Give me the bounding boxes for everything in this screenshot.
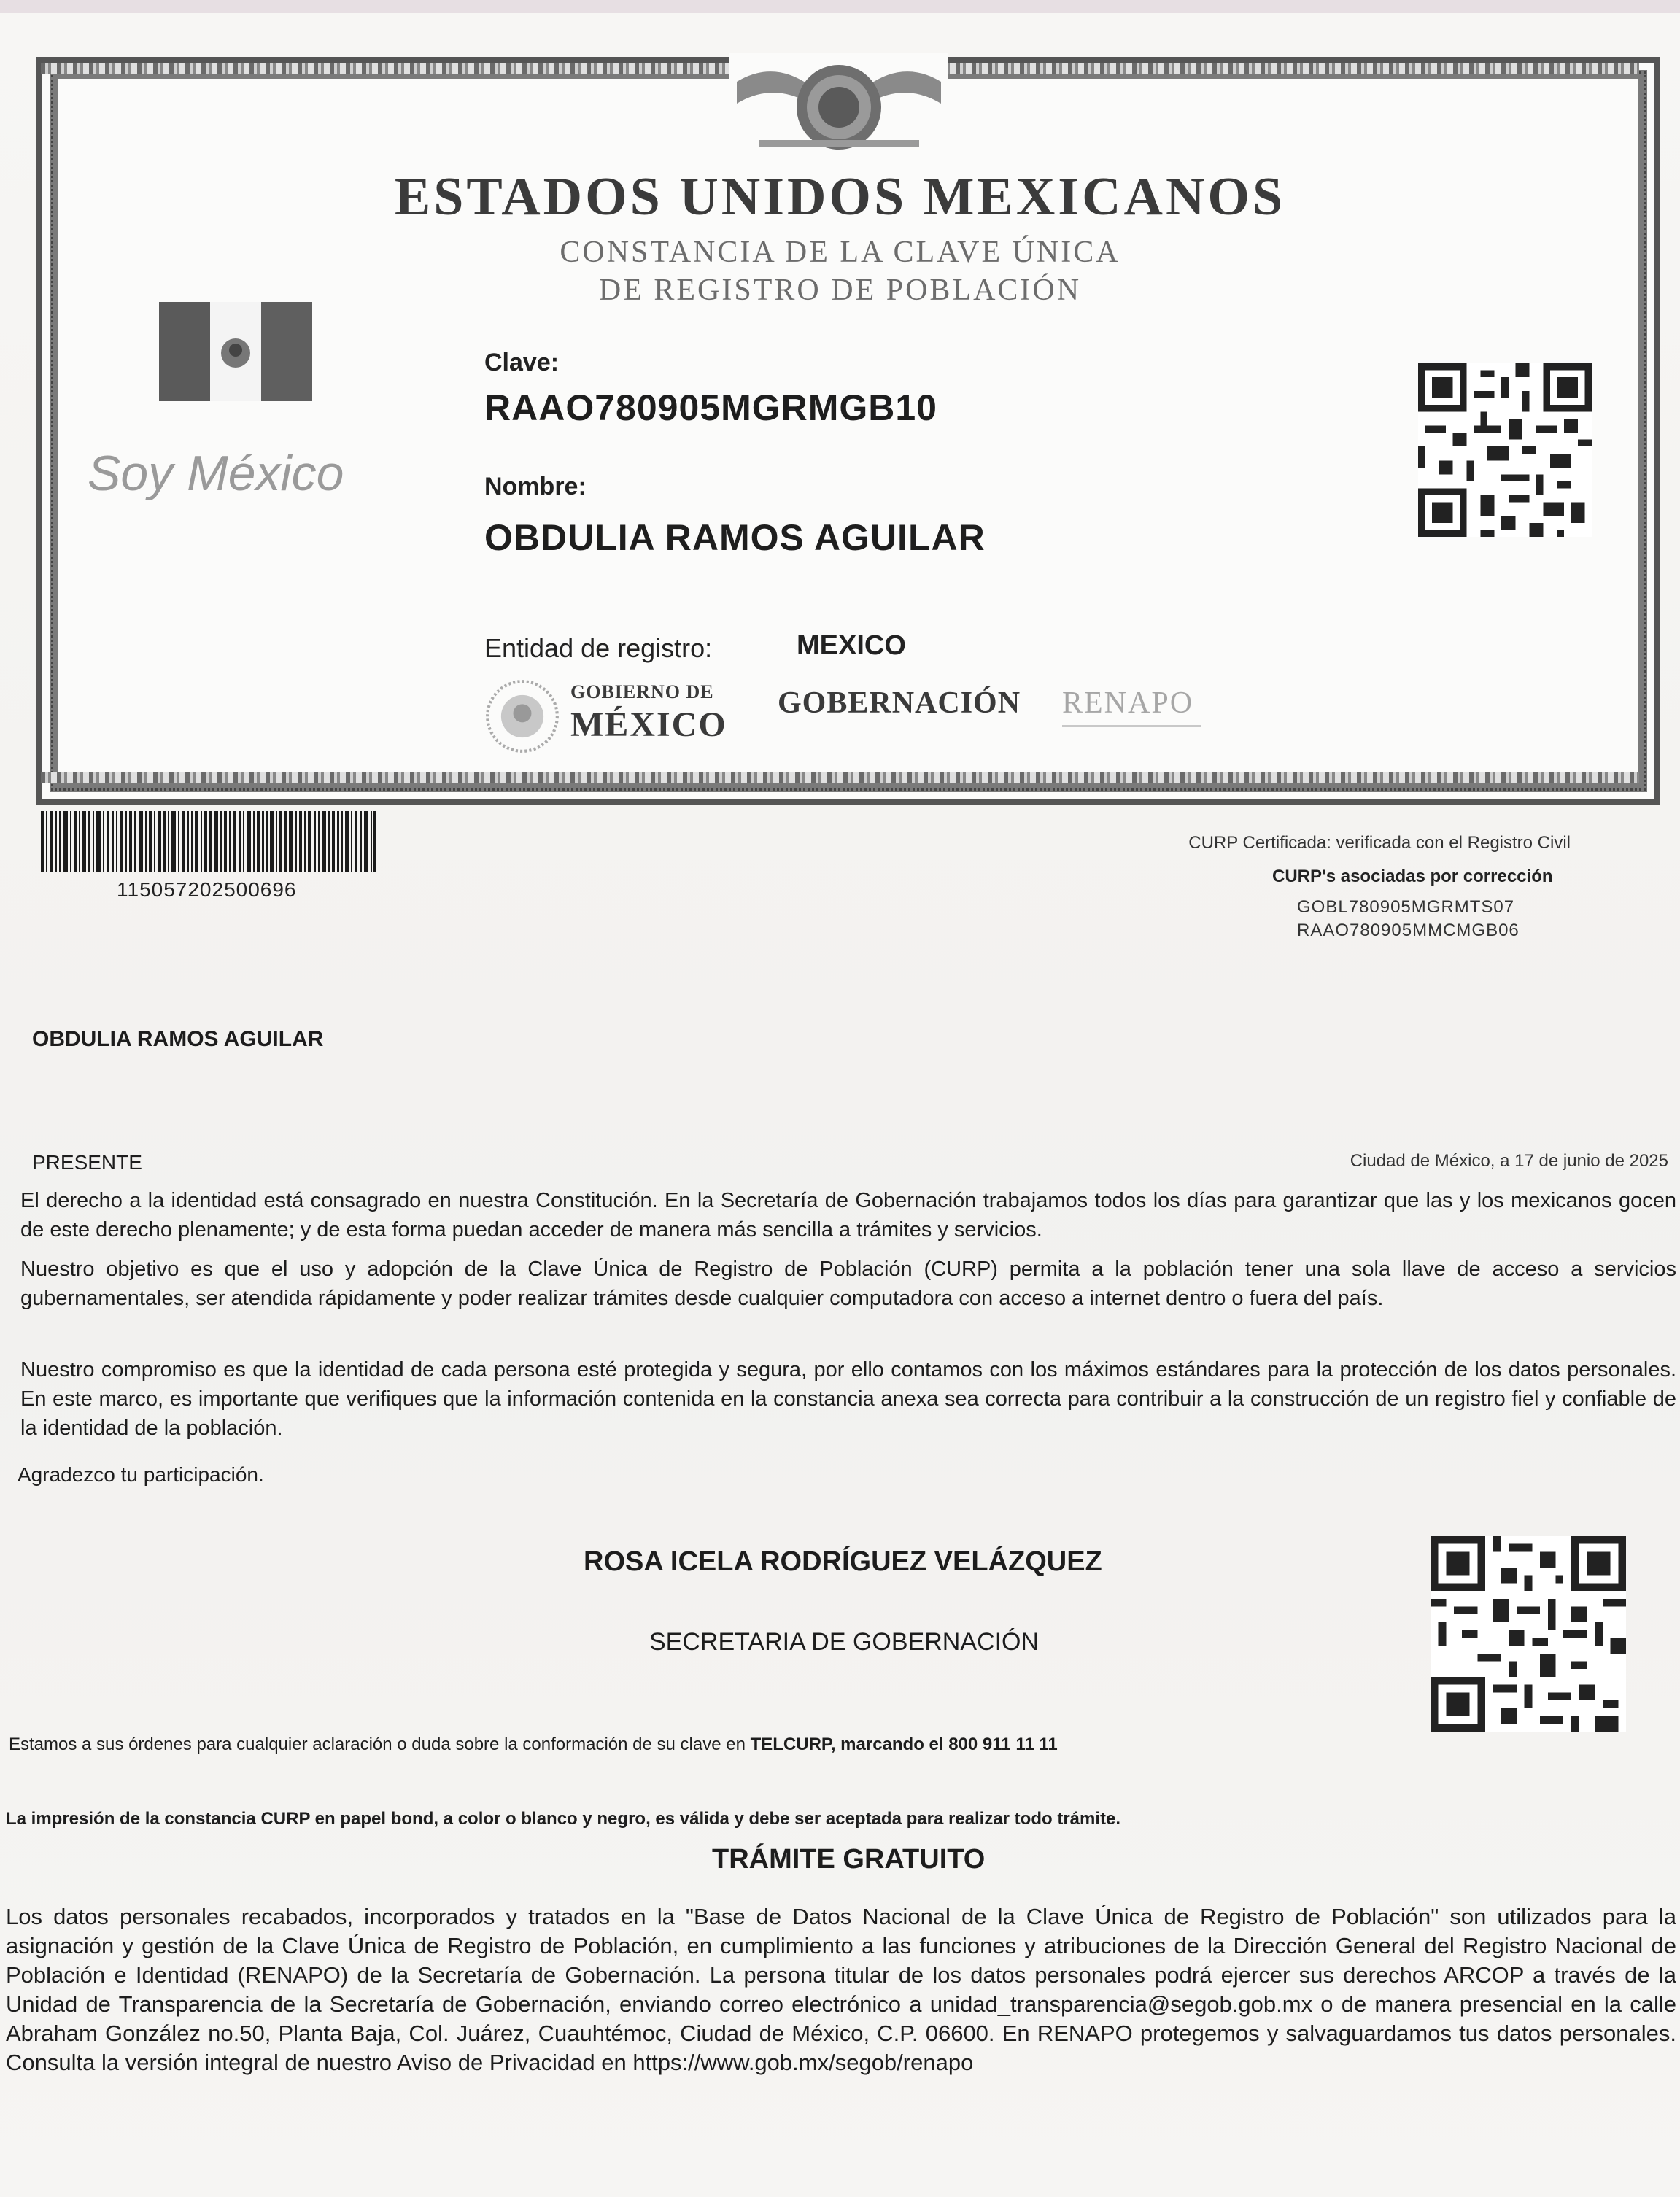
clave-label: Clave:	[484, 349, 560, 376]
gobierno-seal-icon	[484, 678, 560, 754]
certificate-subtitle-line2: DE REGISTRO DE POBLACIÓN	[598, 274, 1082, 307]
barcode-icon	[41, 811, 376, 872]
gobierno-logo-line1: GOBIERNO DE	[570, 681, 714, 702]
gobierno-de-mexico-logo	[570, 681, 727, 745]
letter-paragraph-2: Nuestro objetivo es que el uso y adopción de la Clave Única de Registro de Población (CURP) permita a la población tener una sola llave de acceso a servicios gubernamentales, ser atendida rápidamente y poder realizar trámites desde cualquier computadora con acceso a internet dentro o fuera del país.	[20, 1258, 1676, 1310]
entidad-label: Entidad de registro:	[484, 633, 713, 663]
renapo-underline	[1062, 725, 1201, 727]
renapo-logo: RENAPO	[1062, 686, 1194, 720]
country-title: ESTADOS UNIDOS MEXICANOS	[394, 167, 1286, 227]
certified-text: CURP Certificada: verificada con el Registro Civil	[1188, 833, 1571, 853]
letter-paragraph-3: Nuestro compromiso es que la identidad de cada persona esté protegida y segura, por ello contamos con los máximos estándares para la protección de los datos personales. En este marco, es importante que verifiques que la información contenida en la constancia anexa sea correcta para contribuir a la construcción de un registro fiel y confiable de la identidad de la población.	[20, 1358, 1676, 1440]
gobierno-logo-line2: MÉXICO	[570, 705, 727, 744]
clave-value: RAAO780905MGRMGB10	[484, 387, 937, 428]
nombre-value: OBDULIA RAMOS AGUILAR	[484, 517, 986, 558]
signer-name: ROSA ICELA RODRÍGUEZ VELÁZQUEZ	[584, 1546, 1102, 1577]
letter-paragraph-1: El derecho a la identidad está consagrado en nuestra Constitución. En la Secretaría de Gobernación trabajamos todos los días para garantizar que las y los mexicanos gocen de este derecho plenamente; y de esta forma puedan acceder de manera más sencilla a trámites y servicios.	[20, 1189, 1676, 1241]
letter-addressee: OBDULIA RAMOS AGUILAR	[32, 1027, 324, 1051]
mexican-flag-icon	[159, 302, 312, 401]
entidad-value: MEXICO	[797, 630, 906, 661]
gobernacion-logo: GOBERNACIÓN	[778, 686, 1021, 720]
frame-border-bottom	[41, 772, 1639, 783]
associated-curps-title: CURP's asociadas por corrección	[1272, 867, 1553, 886]
privacy-notice: Los datos personales recabados, incorporados y tratados en la "Base de Datos Nacional de la Clave Única de Registro de Población" son utilizados para la asignación y gestión de la Clave Única de Registro de Población, en cumplimiento a las funciones y atribuciones de la Dirección General del Registro Nacional de Población e Identidad (RENAPO) de la Secretaría de Gobernación. La persona titular de los datos personales podrá ejercer sus derechos ARCOP a través de la Unidad de Transparencia de la Secretaría de Gobernación, enviando correo electrónico a unidad_transparencia@segob.gob.mx o de manera presencial en la calle Abraham González no.50, Planta Baja, Col. Juárez, Cuauhtémoc, Ciudad de México, C.P. 06600. En RENAPO protegemos y salvaguardamos tus datos personales. Consulta la versión integral de nuestro Aviso de Privacidad en https://www.gob.mx/segob/renapo	[6, 1904, 1676, 2075]
top-edge	[0, 0, 1680, 13]
contact-text: Estamos a sus órdenes para cualquier aclaración o duda sobre la conformación de su clave en	[9, 1735, 751, 1754]
national-seal-icon	[729, 53, 948, 162]
letter-presente: PRESENTE	[32, 1151, 142, 1174]
contact-phone: TELCURP, marcando el 800 911 11 11	[750, 1735, 1058, 1754]
certificate-subtitle-line1: CONSTANCIA DE LA CLAVE ÚNICA	[560, 236, 1120, 269]
barcode-number: 115057202500696	[117, 878, 297, 901]
letter-date: Ciudad de México, a 17 de junio de 2025	[1350, 1151, 1668, 1171]
signer-title: SECRETARIA DE GOBERNACIÓN	[649, 1628, 1040, 1656]
slogan: Soy México	[88, 446, 344, 501]
contact-info	[9, 1735, 1058, 1755]
letter-thanks: Agradezco tu participación.	[18, 1463, 264, 1486]
associated-curp: GOBL780905MGRMTS07	[1297, 897, 1515, 917]
print-validity-note: La impresión de la constancia CURP en papel bond, a color o blanco y negro, es válida y debe ser aceptada para realizar todo trámite.	[6, 1809, 1121, 1829]
nombre-label: Nombre:	[484, 473, 587, 500]
signature-qr-code-icon	[1425, 1536, 1631, 1732]
associated-curp: RAAO780905MMCMGB06	[1297, 921, 1520, 940]
tramite-gratuito: TRÁMITE GRATUITO	[712, 1844, 986, 1875]
certificate-qr-code-icon	[1414, 363, 1596, 537]
